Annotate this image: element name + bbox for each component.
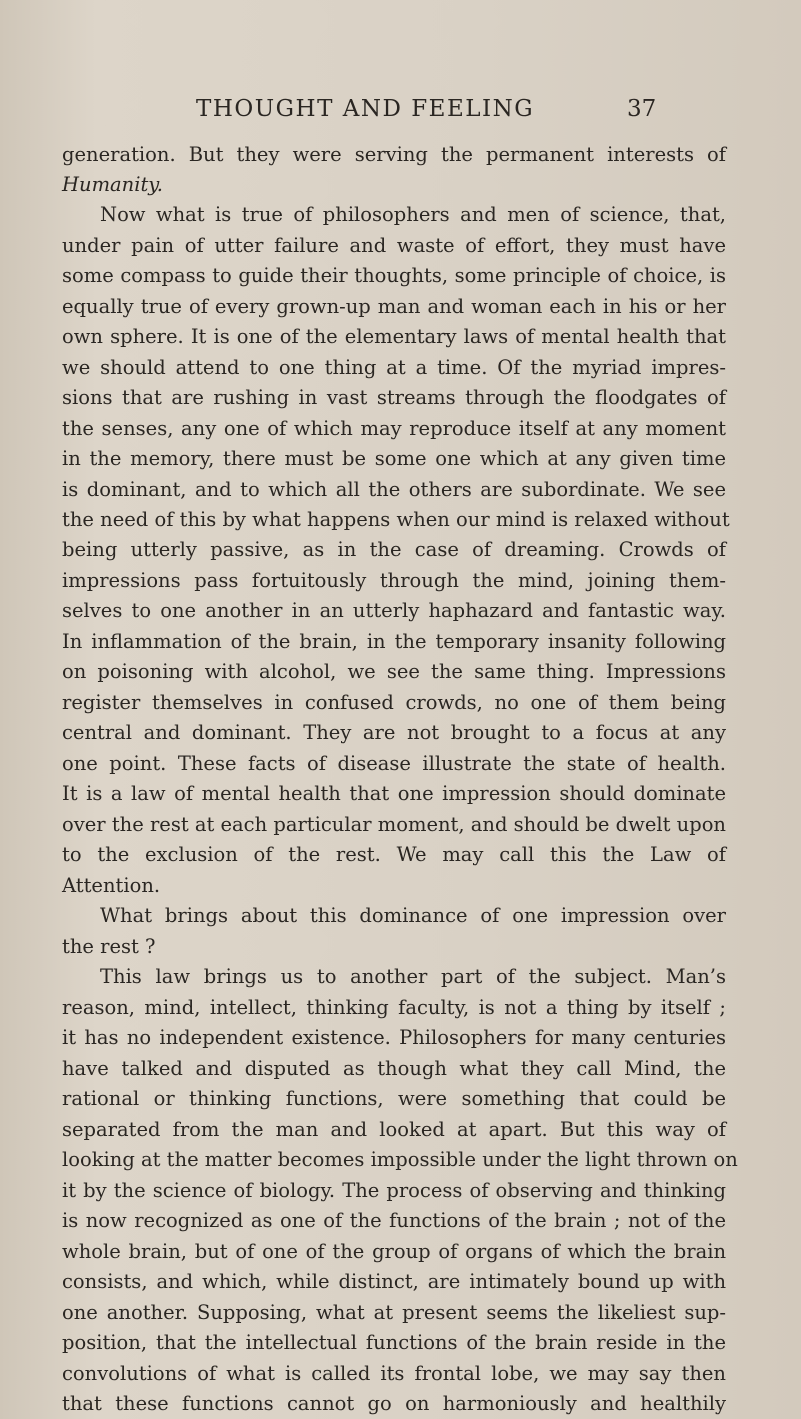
text-line: on poisoning with alcohol, we see the same thing. Impressions (62, 660, 726, 683)
text-line: it by the science of biology. The process of observing and thinking (62, 1179, 726, 1202)
text-line: one another. Supposing, what at present seems the likeliest sup- (62, 1301, 726, 1324)
text-line: looking at the matter becomes impossible under the light thrown on (62, 1148, 738, 1171)
text-line: have talked and disputed as though what they call Mind, the (62, 1057, 726, 1080)
running-head-title: THOUGHT AND FEELING (196, 96, 535, 122)
text-line: that these functions cannot go on harmoniously and healthily (62, 1392, 726, 1415)
text-line: impressions pass fortuitously through the mind, joining them- (62, 569, 726, 592)
text-line: the rest ? (62, 935, 156, 958)
text-line: This law brings us to another part of the subject. Man’s (100, 965, 726, 988)
text-line: central and dominant. They are not brought to a focus at any (62, 721, 726, 744)
text-line: Now what is true of philosophers and men of science, that, (100, 203, 726, 226)
text-line: under pain of utter failure and waste of effort, they must have (62, 234, 726, 257)
text-line: convolutions of what is called its frontal lobe, we may say then (62, 1362, 726, 1385)
text-line: the senses, any one of which may reproduce itself at any moment (62, 417, 726, 440)
text-line: It is a law of mental health that one impression should dominate (62, 782, 726, 805)
text-line: Attention. (62, 874, 161, 897)
text-line: to the exclusion of the rest. We may call this the Law of (62, 843, 726, 866)
text-line: in the memory, there must be some one which at any given time (62, 447, 726, 470)
text-line: we should attend to one thing at a time. Of the myriad impres- (62, 356, 726, 379)
page-number: 37 (627, 96, 657, 122)
text-line: register themselves in confused crowds, no one of them being (62, 691, 726, 714)
text-line: separated from the man and looked at apart. But this way of (62, 1118, 726, 1141)
text-line: own sphere. It is one of the elementary laws of mental health that (62, 325, 726, 348)
text-line: rational or thinking functions, were something that could be (62, 1087, 726, 1110)
text-line: being utterly passive, as in the case of dreaming. Crowds of (62, 538, 726, 561)
text-line: In inflammation of the brain, in the temporary insanity following (62, 630, 726, 653)
text-line: it has no independent existence. Philosophers for many centuries (62, 1026, 726, 1049)
running-head (0, 96, 801, 136)
text-line: whole brain, but of one of the group of organs of which the brain (62, 1240, 726, 1263)
text-line: selves to one another in an utterly haphazard and fantastic way. (62, 599, 726, 622)
text-line: some compass to guide their thoughts, some principle of choice, is (62, 264, 726, 287)
text-line: is now recognized as one of the functions of the brain ; not of the (62, 1209, 726, 1232)
text-line: consists, and which, while distinct, are intimately bound up with (62, 1270, 726, 1293)
text-line: over the rest at each particular moment, and should be dwelt upon (62, 813, 726, 836)
text-line: position, that the intellectual functions of the brain reside in the (62, 1331, 726, 1354)
text-line: reason, mind, intellect, thinking faculty, is not a thing by itself ; (62, 996, 726, 1019)
text-line: is dominant, and to which all the others are subordinate. We see (62, 478, 726, 501)
text-line: sions that are rushing in vast streams through the floodgates of (62, 386, 726, 409)
text-line: What brings about this dominance of one impression over (100, 904, 726, 927)
text-line: one point. These facts of disease illustrate the state of health. (62, 752, 726, 775)
text-line: generation. But they were serving the permanent interests of (62, 143, 726, 166)
text-line: Humanity. (62, 173, 163, 196)
text-line: equally true of every grown-up man and woman each in his or her (62, 295, 726, 318)
text-line: the need of this by what happens when our mind is relaxed without (62, 508, 730, 531)
